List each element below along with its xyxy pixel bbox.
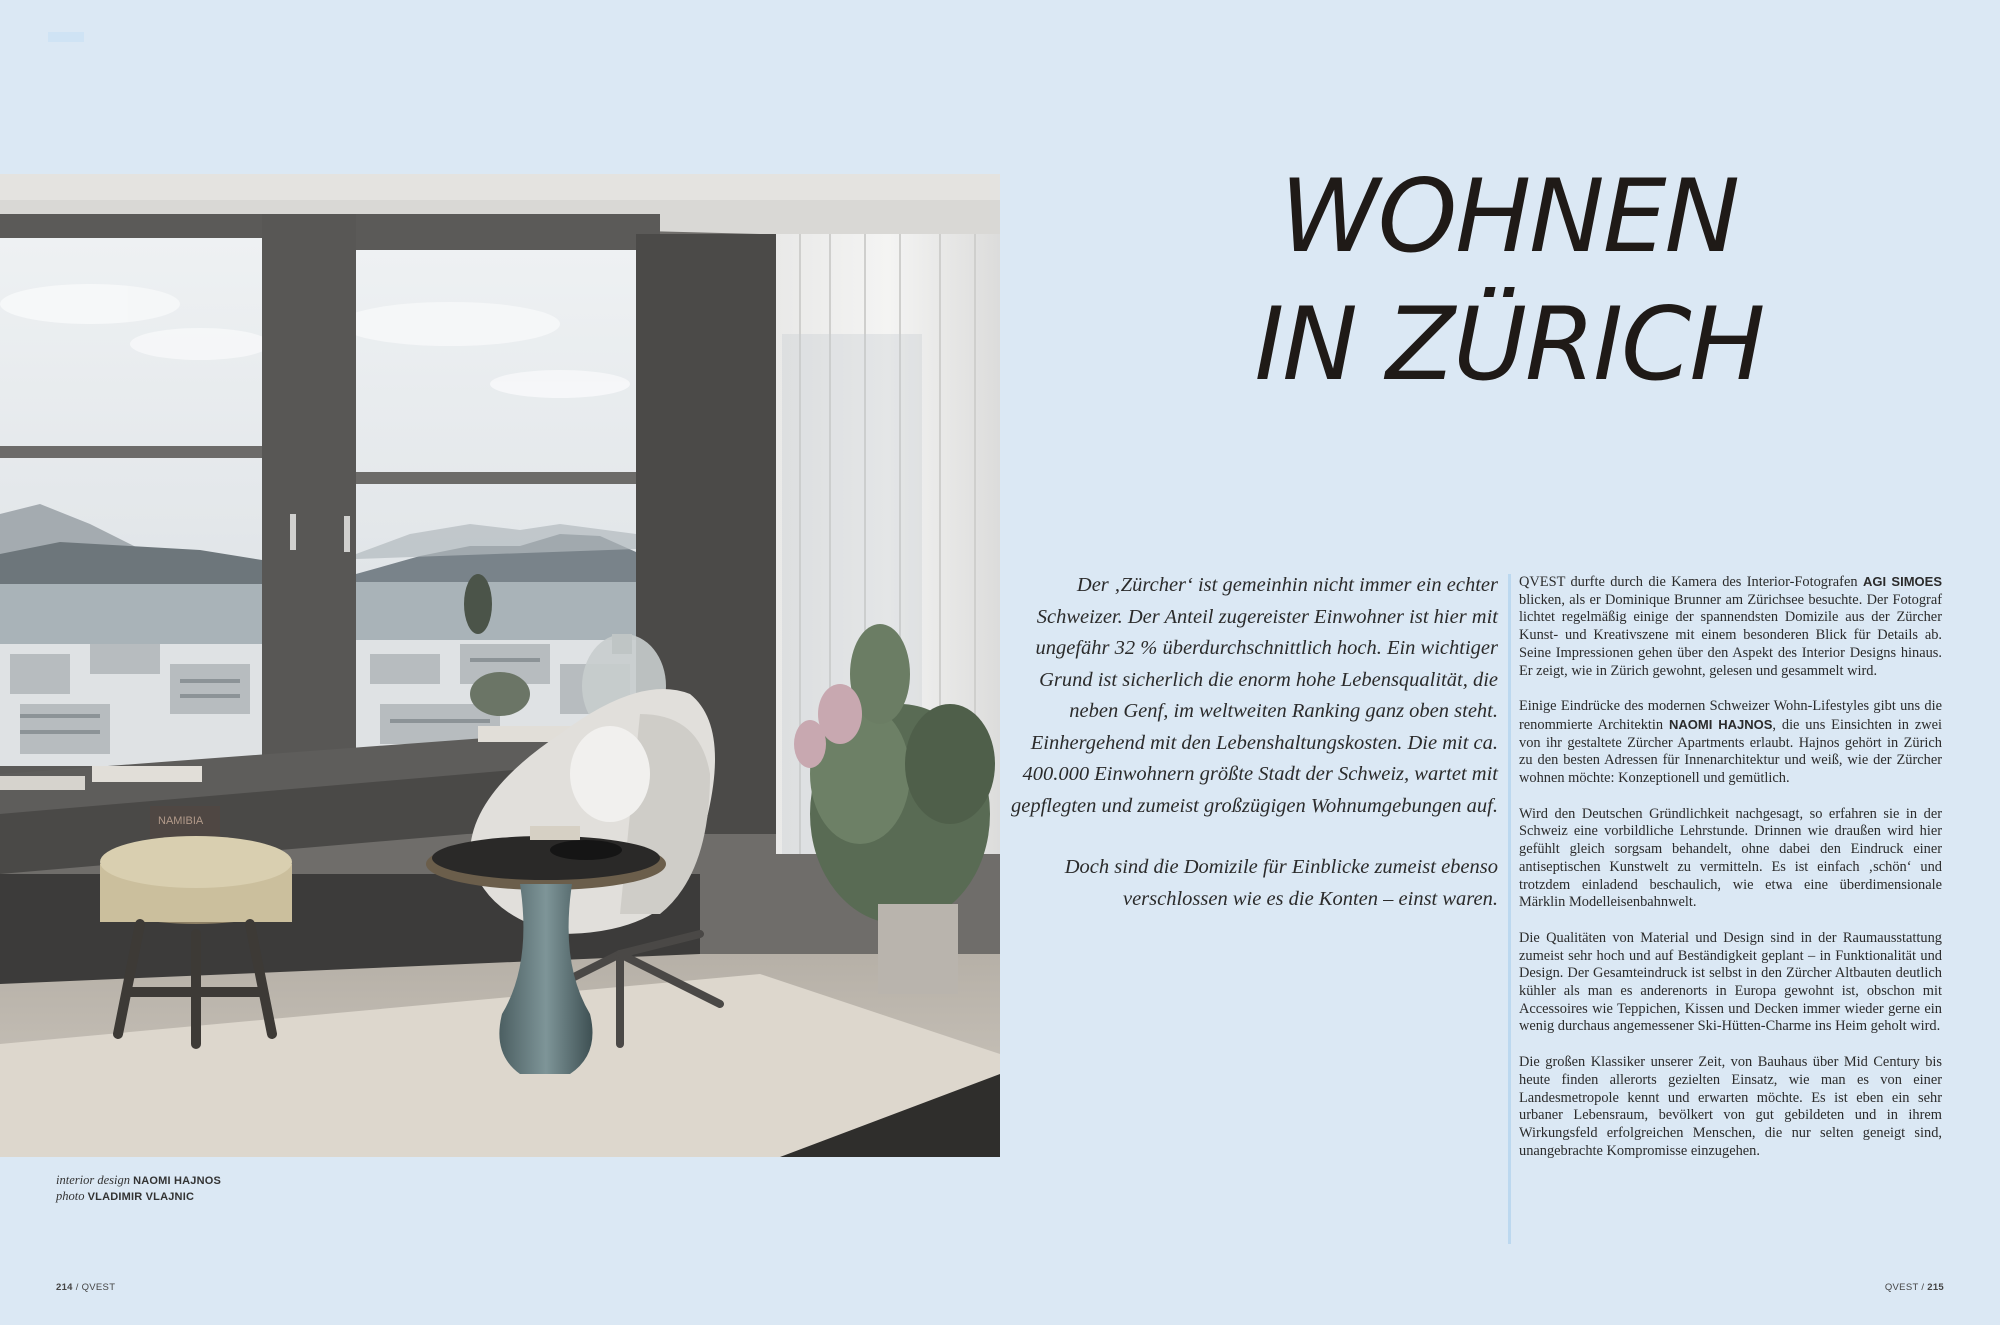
- title-line: IN ZÜRICH: [1254, 285, 1764, 403]
- right-page: [1000, 0, 2000, 1325]
- page-number: 215: [1927, 1282, 1944, 1293]
- credit-line-interior: [56, 1173, 221, 1189]
- living-room-illustration: [0, 174, 1000, 1157]
- folio-magazine: / QVEST: [75, 1282, 116, 1293]
- body-text-run: blicken, als er Dominique Brunner am Zürichsee besuchte. Der Fotograf lichtet regelmäßig einige der spannendsten Domizile aus der Zürcher Kunst- und Kreativszene mit einem besonderen Blick für Details ab. Seine Impressionen gehen über den Aspekt des Interior Designs hinaus. Er zeigt, wie in Zürich gewohnt, gelesen und gesammelt wird.: [1519, 591, 1942, 679]
- credit-role: interior design: [56, 1173, 130, 1187]
- credit-name: VLADIMIR VLAJNIC: [87, 1191, 195, 1203]
- body-text: [1519, 573, 1942, 1178]
- page-number: 214: [56, 1282, 73, 1293]
- folio-magazine: QVEST /: [1884, 1282, 1925, 1293]
- corner-mark: [48, 32, 84, 42]
- credit-name: NAOMI HAJNOS: [133, 1175, 222, 1187]
- intro-text: [1000, 570, 1498, 945]
- body-text-run: , die uns Einsichten in zwei von ihr gestaltete Zürcher Apartments erlaubt. Hajnos gehört in Zürich zu den besten Adressen für Innenarchitektur und weiß, wie der Zürcher wohnen möchte: Konzeptionell und gemütlich.: [1519, 716, 1942, 787]
- body-paragraph: Die großen Klassiker unserer Zeit, von Bauhaus über Mid Century bis heute finden allerorts gezielten Einsatz, wie man es von einer Landesmetropole kennt und erwarten möchte. Es ist eben ein sehr urbaner Lebensraum, bevölkert von gut gebildeten und in ihrem Wirkungsfeld erfolgreichen Menschen, die nur selten geneigt sind, unangebrachte Kompromisse einzugehen.: [1519, 1054, 1942, 1159]
- intro-paragraph: Doch sind die Domizile für Einblicke zumeist ebenso verschlossen wie es die Konten – einst waren.: [1064, 856, 1498, 910]
- body-paragraph: [1519, 573, 1942, 680]
- body-text-run: QVEST durfte durch die Kamera des Interior-Fotografen: [1519, 574, 1858, 590]
- architect-name: NAOMI HAJNOS: [1669, 716, 1773, 732]
- folio-left: [56, 1282, 115, 1293]
- book-label: NAMIBIA: [158, 815, 204, 827]
- interior-photo: [0, 174, 1000, 1157]
- column-rule: [1508, 574, 1511, 1244]
- folio-right: [1885, 1282, 1944, 1293]
- article-title: [1229, 152, 1789, 408]
- body-paragraph: Wird den Deutschen Gründlichkeit nachgesagt, so erfahren sie in der Schweiz eine vorbildliche Lehrstunde. Drinnen wie draußen wird hier gefühlt gleich sorgsam behandelt, ohne dabei den Eindruck einer antiseptischen Kunstwelt zu vermitteln. Es ist einfach ‚schön‘ und trotzdem einladend beschaulich, wie etwa eine überdimensionale Märklin Modelleisenbahnwelt.: [1519, 805, 1942, 911]
- photo-credits: [56, 1173, 221, 1205]
- body-paragraph: Die Qualitäten von Material und Design sind in der Raumausstattung zumeist sehr hoch und auf Beständigkeit geplant – in Funktionalität und Design. Der Gesamteindruck ist selbst in den Zürcher Altbauten deutlich kühler als man es anderenorts in Europa gewohnt ist, obschon mit Accessoires wie Teppichen, Kissen und Decken immer wieder gerne ein wenig durchaus angemessener Ski-Hütten-Charme ins Heim geholt wird.: [1519, 929, 1942, 1035]
- intro-paragraph: Der ‚Zürcher‘ ist gemeinhin nicht immer ein echter Schweizer. Der Anteil zugereister Einwohner ist hier mit ungefähr 32 % überdurchschnittlich hoch. Ein wichtiger Grund ist sicherlich die enorm hohe Lebensqualität, die neben Genf, im weltweiten Ranking ganz oben steht. Einhergehend mit den Lebenshaltungskosten. Die mit ca. 400.000 Einwohnern größte Stadt der Schweiz, wartet mit gepflegten und zumeist großzügigen Wohnumgebungen auf.: [1010, 574, 1498, 817]
- credit-role: photo: [56, 1189, 85, 1203]
- credit-line-photo: [56, 1189, 221, 1205]
- body-paragraph: [1519, 698, 1942, 788]
- body-text-run: Einige Eindrücke des modernen Schweizer Wohn-Lifestyles gibt uns die renommierte Architektin: [1519, 698, 1942, 733]
- title-line: WOHNEN: [1279, 157, 1739, 275]
- photographer-name: AGI SIMOES: [1862, 574, 1942, 589]
